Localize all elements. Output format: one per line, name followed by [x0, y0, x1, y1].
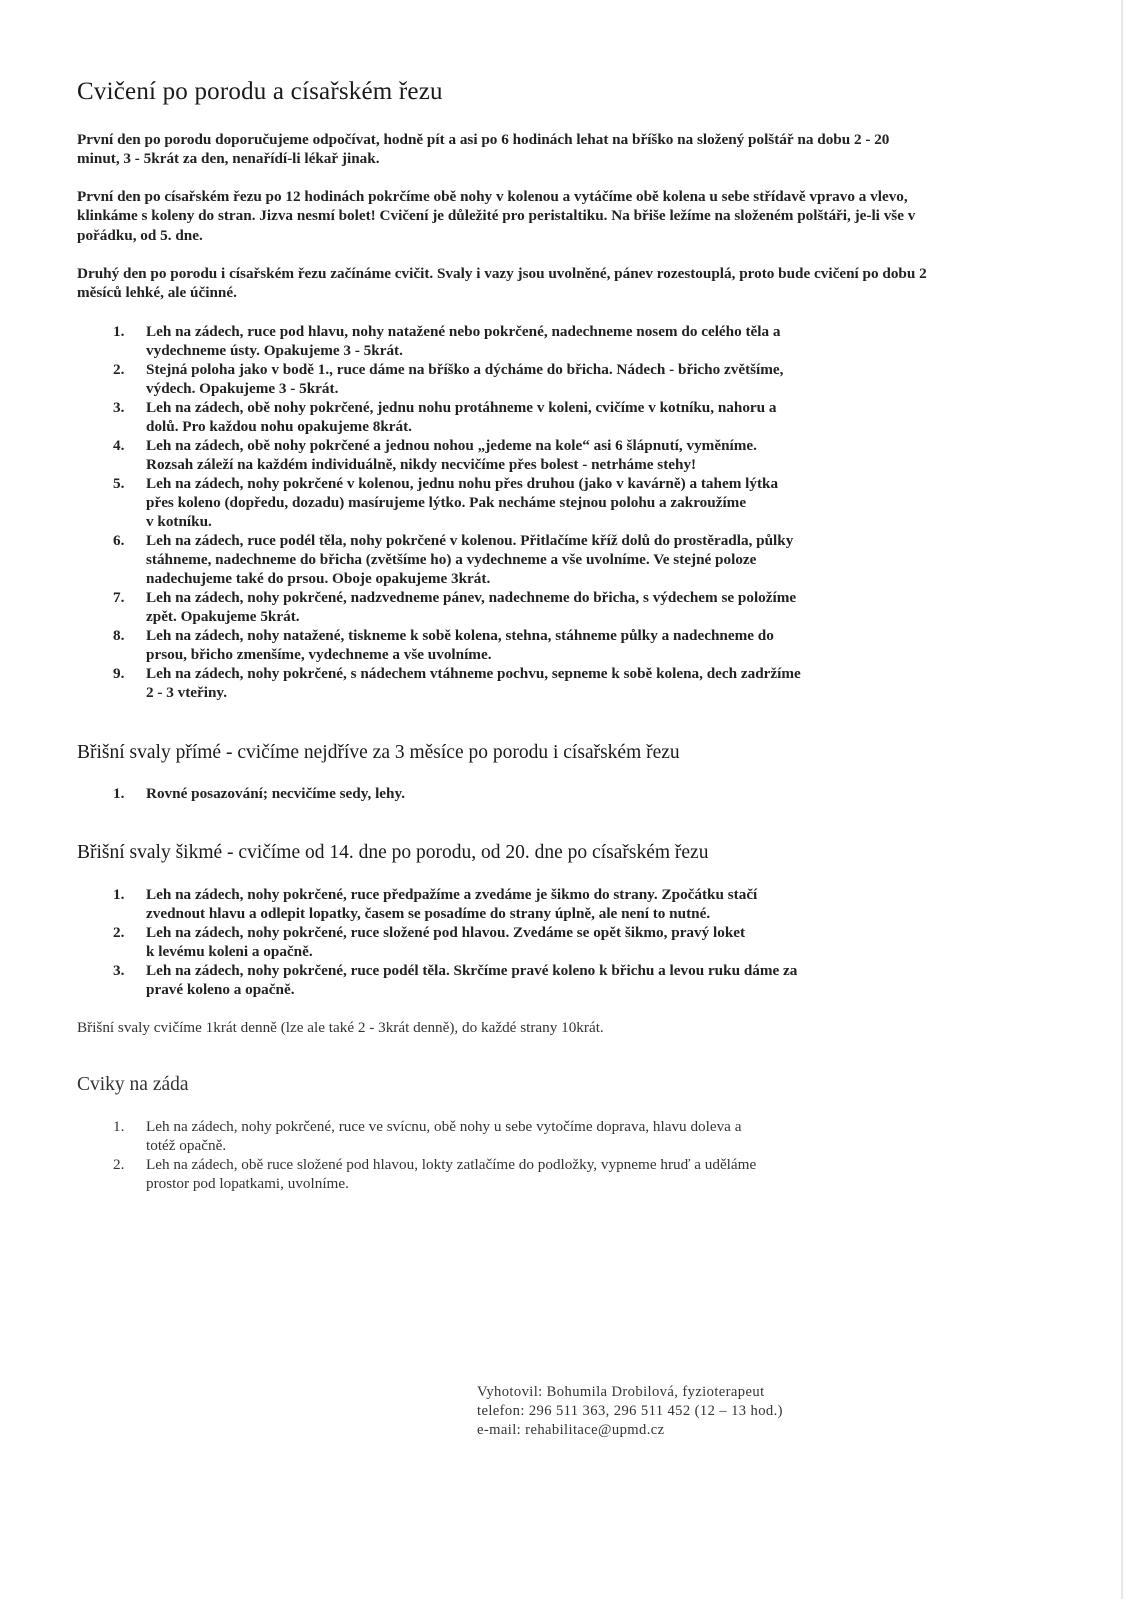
list-item [77, 474, 1077, 531]
list-item-number: 1. [113, 784, 125, 802]
list-item-line: Leh na zádech, obě ruce složené pod hlavou, lokty zatlačíme do podložky, vypneme hruď a uděláme [146, 1156, 757, 1174]
list-item-line: v kotníku. [146, 512, 212, 530]
email-line: e-mail: rehabilitace@upmd.cz [477, 1422, 665, 1438]
list-item-number: 3. [113, 398, 125, 416]
list-item-line: Leh na zádech, ruce pod hlavu, nohy natažené nebo pokrčené, nadechneme nosem do celého těla a [146, 322, 781, 340]
intro-paragraph-2: První den po císařském řezu po 12 hodinách pokrčíme obě nohy v kolenou a vytáčíme obě kolena u sebe střídavě vpravo a vlevo, klinkáme s koleny do stran. Jizva nesmí bolet! Cvičení je důležité pro peristaltiku. Na břiše ležíme na složeném polštáři, je-li vše v pořádku, od 5. dne. [77, 187, 916, 244]
list-item-line: Leh na zádech, nohy pokrčené, nadzvedneme pánev, nadechneme do břicha, s výdechem se položíme [146, 588, 797, 606]
intro-paragraph-1: První den po porodu doporučujeme odpočívat, hodně pít a asi po 6 hodinách lehat na bříško na složený polštář na dobu 2 - 20 minut, 3 - 5krát za den, nenařídí-li lékař jinak. [77, 131, 890, 168]
list-item-line: 2 - 3 vteřiny. [146, 683, 227, 701]
phone-line: telefon: 296 511 363, 296 511 452 (12 – 13 hod.) [477, 1403, 783, 1419]
list-item [77, 588, 1077, 626]
list-item-line: zpět. Opakujeme 5krát. [146, 607, 300, 625]
list-item-line: Leh na zádech, nohy pokrčené, ruce předpažíme a zvedáme je šikmo do strany. Zpočátku stačí [146, 885, 758, 903]
list-item-line: zvednout hlavu a odlepit lopatky, časem se posadíme do strany úplně, ale není to nutné. [146, 904, 711, 922]
list-item-number: 6. [113, 531, 125, 549]
list-item-number: 4. [113, 436, 125, 454]
abs-frequency-note: Břišní svaly cvičíme 1krát denně (lze ale také 2 - 3krát denně), do každé strany 10krát. [77, 1018, 604, 1036]
list-item-number: 3. [113, 961, 125, 979]
list-item-line: Leh na zádech, ruce podél těla, nohy pokrčené v kolenou. Přitlačíme kříž dolů do prostěradla, půlky [146, 531, 794, 549]
list-item [77, 1155, 1077, 1193]
list-item-line: Rozsah záleží na každém individuálně, nikdy necvičíme přes bolest - netrháme stehy! [146, 455, 697, 473]
signature-block [477, 1383, 783, 1440]
list-item-line: nadechujeme také do prsou. Oboje opakujeme 3krát. [146, 569, 491, 587]
section-heading-straight-abs: Břišní svaly přímé - cvičíme nejdříve za 3 měsíce po porodu i císařském řezu [77, 741, 680, 763]
page-edge [1121, 0, 1123, 1599]
list-item-number: 7. [113, 588, 125, 606]
list-item-number: 1. [113, 1118, 125, 1136]
list-item-line: totéž opačně. [146, 1137, 227, 1155]
list-item-line: vydechneme ústy. Opakujeme 3 - 5krát. [146, 341, 403, 359]
list-item-number: 1. [113, 322, 125, 340]
list-item-line: Leh na zádech, nohy pokrčené, ruce ve svícnu, obě nohy u sebe vytočíme doprava, hlavu doleva a [146, 1118, 742, 1136]
list-item-line: Leh na zádech, nohy natažené, tiskneme k sobě kolena, stehna, stáhneme půlky a nadechneme do [146, 626, 774, 644]
list-item-line: výdech. Opakujeme 3 - 5krát. [146, 379, 339, 397]
list-item [77, 784, 1077, 803]
list-item-line: Leh na zádech, obě nohy pokrčené, jednu nohu protáhneme v koleni, cvičíme v kotníku, nahoru a [146, 398, 777, 416]
list-item-line: Stejná poloha jako v bodě 1., ruce dáme na bříško a dýcháme do břicha. Nádech - břicho zvětšíme, [146, 360, 784, 378]
list-item [77, 531, 1077, 588]
list-item [77, 664, 1077, 702]
list-item [77, 923, 1077, 961]
list-item-number: 1. [113, 885, 125, 903]
list-item [77, 626, 1077, 664]
back-exercise-list [77, 1117, 1077, 1193]
list-item [77, 885, 1077, 923]
list-item-line: stáhneme, nadechneme do břicha (zvětšíme ho) a vydechneme a vše uvolníme. Ve stejné poloze [146, 550, 757, 568]
intro-paragraph-3: Druhý den po porodu i císařském řezu začínáme cvičit. Svaly i vazy jsou uvolněné, pánev rozestouplá, proto bude cvičení po dobu 2 měsíců lehké, ale účinné. [77, 265, 927, 302]
list-item-number: 9. [113, 664, 125, 682]
list-item [77, 436, 1077, 474]
section-heading-back: Cviky na záda [77, 1074, 189, 1096]
list-item-line: Leh na zádech, nohy pokrčené, s nádechem vtáhneme pochvu, sepneme k sobě kolena, dech zadržíme [146, 664, 801, 682]
list-item-line: Leh na zádech, nohy pokrčené, ruce podél těla. Skrčíme pravé koleno k břichu a levou ruku dáme za [146, 961, 798, 979]
section-heading-oblique-abs: Břišní svaly šikmé - cvičíme od 14. dne po porodu, od 20. dne po císařském řezu [77, 841, 709, 863]
list-item-number: 5. [113, 474, 125, 492]
list-item [77, 322, 1077, 360]
list-item-line: Rovné posazování; necvičíme sedy, lehy. [146, 784, 406, 802]
exercise-list [77, 322, 1077, 702]
list-item-number: 2. [113, 1156, 125, 1174]
author-line: Vyhotovil: Bohumila Drobilová, fyzioterapeut [477, 1384, 765, 1400]
list-item [77, 1117, 1077, 1155]
list-item-line: prostor pod lopatkami, uvolníme. [146, 1175, 349, 1193]
list-item-number: 2. [113, 923, 125, 941]
list-item-line: prsou, břicho zmenšíme, vydechneme a vše uvolníme. [146, 645, 492, 663]
list-item-line: Leh na zádech, obě nohy pokrčené a jednou nohou „jedeme na kole“ asi 6 šlápnutí, vyměníme. [146, 436, 757, 454]
document [77, 76, 1077, 1193]
list-item-line: pravé koleno a opačně. [146, 980, 295, 998]
list-item [77, 398, 1077, 436]
list-item [77, 360, 1077, 398]
list-item [77, 961, 1077, 999]
list-item-line: k levému koleni a opačně. [146, 942, 313, 960]
straight-abs-list [77, 784, 1077, 803]
list-item-number: 8. [113, 626, 125, 644]
list-item-line: přes koleno (dopředu, dozadu) masírujeme lýtko. Pak necháme stejnou polohu a zakroužíme [146, 493, 747, 511]
oblique-abs-list [77, 885, 1077, 999]
list-item-line: Leh na zádech, nohy pokrčené v kolenou, jednu nohu přes druhou (jako v kavárně) a tahem lýtka [146, 474, 779, 492]
page-title: Cvičení po porodu a císařském řezu [77, 78, 443, 105]
list-item-line: dolů. Pro každou nohu opakujeme 8krát. [146, 417, 412, 435]
list-item-line: Leh na zádech, nohy pokrčené, ruce složené pod hlavou. Zvedáme se opět šikmo, pravý loket [146, 923, 746, 941]
list-item-number: 2. [113, 360, 125, 378]
